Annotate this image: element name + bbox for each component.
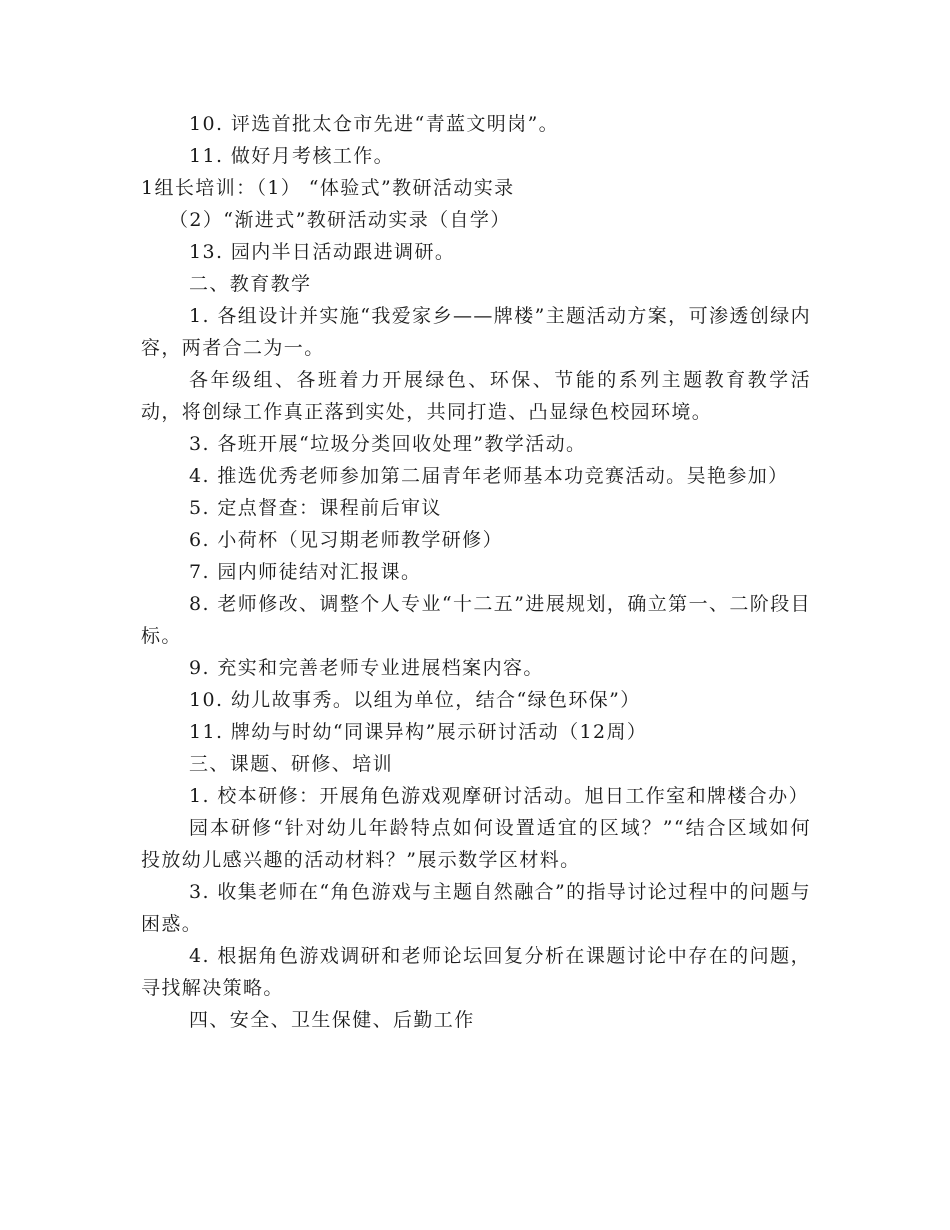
paragraph-item-11: 11. 做好月考核工作。 xyxy=(189,145,395,167)
paragraph-edu-1: 1. 各组设计并实施“我爱家乡——牌楼”主题活动方案，可渗透创绿内容，两者合二为一。 xyxy=(141,305,811,359)
section-heading-education: 二、教育教学 xyxy=(189,273,312,295)
paragraph-leader-training: 1组长培训：（1） “体验式”教研活动实录 xyxy=(141,177,515,199)
paragraph-edu-8: 8. 老师修改、调整个人专业“十二五”进展规划，确立第一、二阶段目标。 xyxy=(141,593,811,647)
paragraph-research-3: 3. 收集老师在“角色游戏与主题自然融合”的指导讨论过程中的问题与困惑。 xyxy=(141,881,811,935)
paragraph-item-10: 10. 评选首批太仓市先进“青蓝文明岗”。 xyxy=(189,113,560,135)
paragraph-edu-11: 11. 牌幼与时幼“同课异构”展示研讨活动（12周） xyxy=(189,721,648,743)
paragraph-research-4: 4. 根据角色游戏调研和老师论坛回复分析在课题讨论中存在的问题，寻找解决策略。 xyxy=(141,945,811,999)
paragraph-edu-3: 3. 各班开展“垃圾分类回收处理”教学活动。 xyxy=(189,433,587,455)
section-heading-research: 三、课题、研修、培训 xyxy=(189,753,394,775)
paragraph-edu-10: 10. 幼儿故事秀。以组为单位，结合“绿色环保”） xyxy=(189,689,641,711)
document-body xyxy=(141,108,811,1036)
paragraph-leader-training-2: （2）“渐进式”教研活动实录（自学） xyxy=(169,209,511,231)
paragraph-research-1: 1. 校本研修：开展角色游戏观摩研讨活动。旭日工作室和牌楼合办） xyxy=(189,785,809,807)
paragraph-edu-5: 5. 定点督查：课程前后审议 xyxy=(189,497,442,519)
paragraph-item-13: 13. 园内半日活动跟进调研。 xyxy=(189,241,456,263)
section-heading-safety: 四、安全、卫生保健、后勤工作 xyxy=(189,1009,475,1031)
paragraph-edu-grades: 各年级组、各班着力开展绿色、环保、节能的系列主题教育教学活动，将创绿工作真正落到实处，共同打造、凸显绿色校园环境。 xyxy=(141,369,811,423)
paragraph-edu-6: 6. 小荷杯（见习期老师教学研修） xyxy=(189,529,503,551)
paragraph-edu-7: 7. 园内师徒结对汇报课。 xyxy=(189,561,422,583)
paragraph-edu-9: 9. 充实和完善老师专业进展档案内容。 xyxy=(189,657,544,679)
paragraph-edu-4: 4. 推选优秀老师参加第二届青年老师基本功竞赛活动。吴艳参加） xyxy=(189,465,789,487)
paragraph-research-garden: 园本研修“针对幼儿年龄特点如何设置适宜的区域？”“结合区域如何投放幼儿感兴趣的活动材料？”展示数学区材料。 xyxy=(141,817,811,871)
